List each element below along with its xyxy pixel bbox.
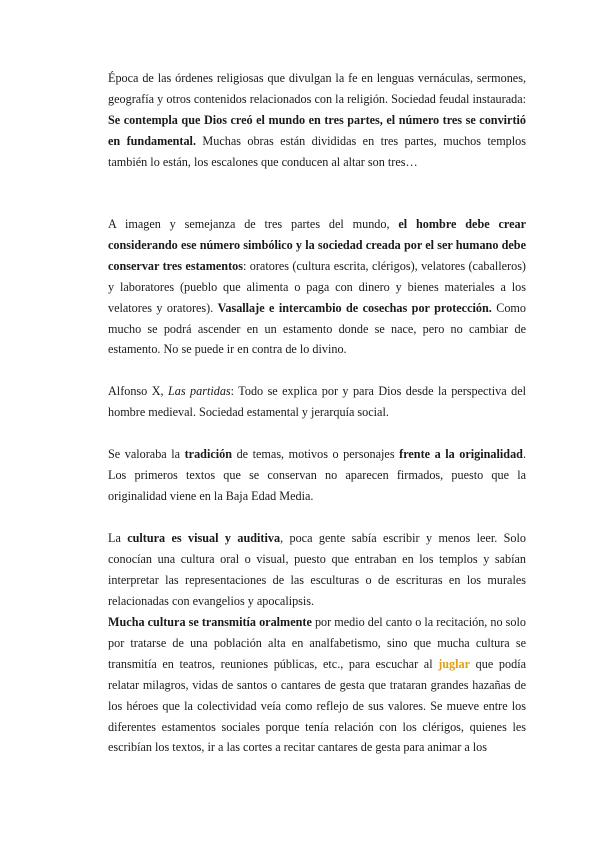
bold-segment: tradición [184,447,233,461]
bold-segment: Se contempla que Dios creó el mundo en tres partes, el número tres se convirtió en fundamental. [108,112,526,148]
text-segment: : Todo se explica por y para Dios desde la perspectiva del hombre medieval. Sociedad estamental y jerarquía social. [108,384,527,419]
bold-segment: el hombre debe crear considerando ese número simbólico y la sociedad creada por el ser humano debe conservar tres estamentos [108,217,526,273]
paragraph-alfonso-x [108,381,526,423]
paragraph-cultura-visual [108,528,526,612]
text-segment: La [108,531,128,545]
paragraph-tres-estamentos [108,214,526,360]
text-segment: Época de las órdenes religiosas que divulgan la fe en lenguas vernáculas, sermones, geografía y otros contenidos relacionados con la religión. Sociedad feudal instaurada: [108,71,526,106]
text-segment: A imagen y semejanza de tres partes del mundo, [108,217,399,231]
text-segment: Se valoraba la [108,447,185,461]
italic-title-segment: Las partidas [167,384,231,398]
text-segment: de temas, motivos o personajes [232,447,400,461]
text-segment: Como mucho se podrá ascender en un estamento donde se nace, pero no cambiar de estamento. No se puede ir en contra de lo divino. [108,300,527,357]
juglar-highlight: juglar [438,656,471,671]
paragraph-tradicion [108,444,526,507]
bold-segment: cultura es visual y auditiva [127,531,281,545]
bold-segment: Mucha cultura se transmitía oralmente [108,615,312,629]
text-segment: , poca gente sabía escribir y menos leer. Solo conocían una cultura oral o visual, puesto que entraban en los templos y sabían interpretar las representaciones de las esculturas o de escrituras en los murales relacionadas con evangelios y apocalipsis. [108,531,527,608]
bold-segment: frente a la originalidad [399,447,523,461]
text-segment: por medio del canto o la recitación, no solo por tratarse de una población alta en analfabetismo, sino que mucha cultura se transmitía en teatros, reuniones públicas, etc., para escuchar al [108,615,526,671]
text-segment: : oratores (cultura escrita, clérigos), velatores (caballeros) y laboratores (pueblo que alimenta o paga con dinero y bienes materiales a los velatores y oratores). [108,258,526,315]
text-segment: que podía relatar milagros, vidas de santos o cantares de gesta que trataran grandes hazañas de los héroes que la colectividad veía como reflejo de sus valores. Se mueve entre los diferentes estamentos sociales porque tenía relación con los clérigos, quienes les escribían los textos, ir a las cortes a recitar cantares de gesta para animar a los [108,656,526,755]
text-segment: Muchas obras están divididas en tres partes, muchos templos también lo están, los escalones que conducen al altar son tres… [108,133,526,169]
text-segment: . Los primeros textos que se conservan no aparecen firmados, puesto que la originalidad viene en la Baja Edad Media. [108,447,526,503]
paragraph-transmision-oral [108,612,526,758]
text-segment: Alfonso X, [108,384,168,398]
bold-segment: Vasallaje e intercambio de cosechas por protección. [217,300,492,315]
paragraph-ordenes-religiosas [108,68,526,173]
